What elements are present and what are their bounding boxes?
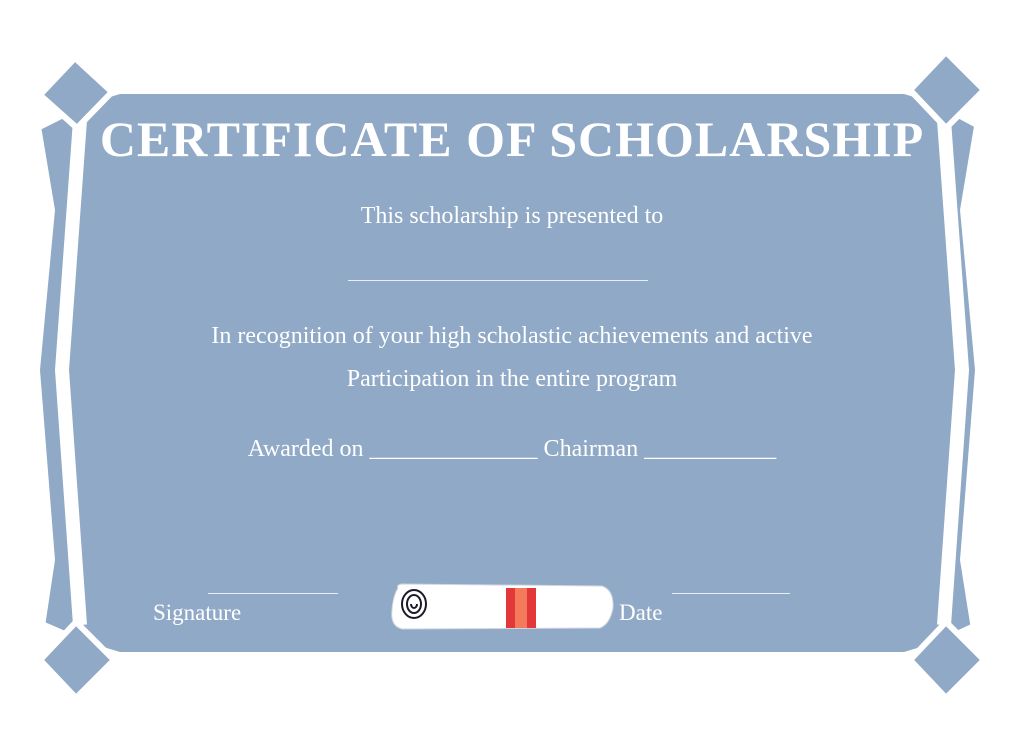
rolled-diploma-icon xyxy=(392,584,613,629)
signature-label: Signature xyxy=(153,600,242,625)
awarded-on-chairman-line: Awarded on ______________ Chairman ___________ xyxy=(247,436,777,462)
recipient-name-line xyxy=(348,280,648,281)
recognition-text-line-2: Participation in the entire program xyxy=(346,366,678,392)
date-label: Date xyxy=(619,600,663,625)
recognition-text-line-1: In recognition of your high scholastic achievements and active xyxy=(211,323,813,349)
signature-line xyxy=(208,593,338,594)
certificate-title: CERTIFICATE OF SCHOLARSHIP xyxy=(99,111,925,167)
date-line xyxy=(672,593,790,594)
presented-to-text: This scholarship is presented to xyxy=(360,203,664,229)
